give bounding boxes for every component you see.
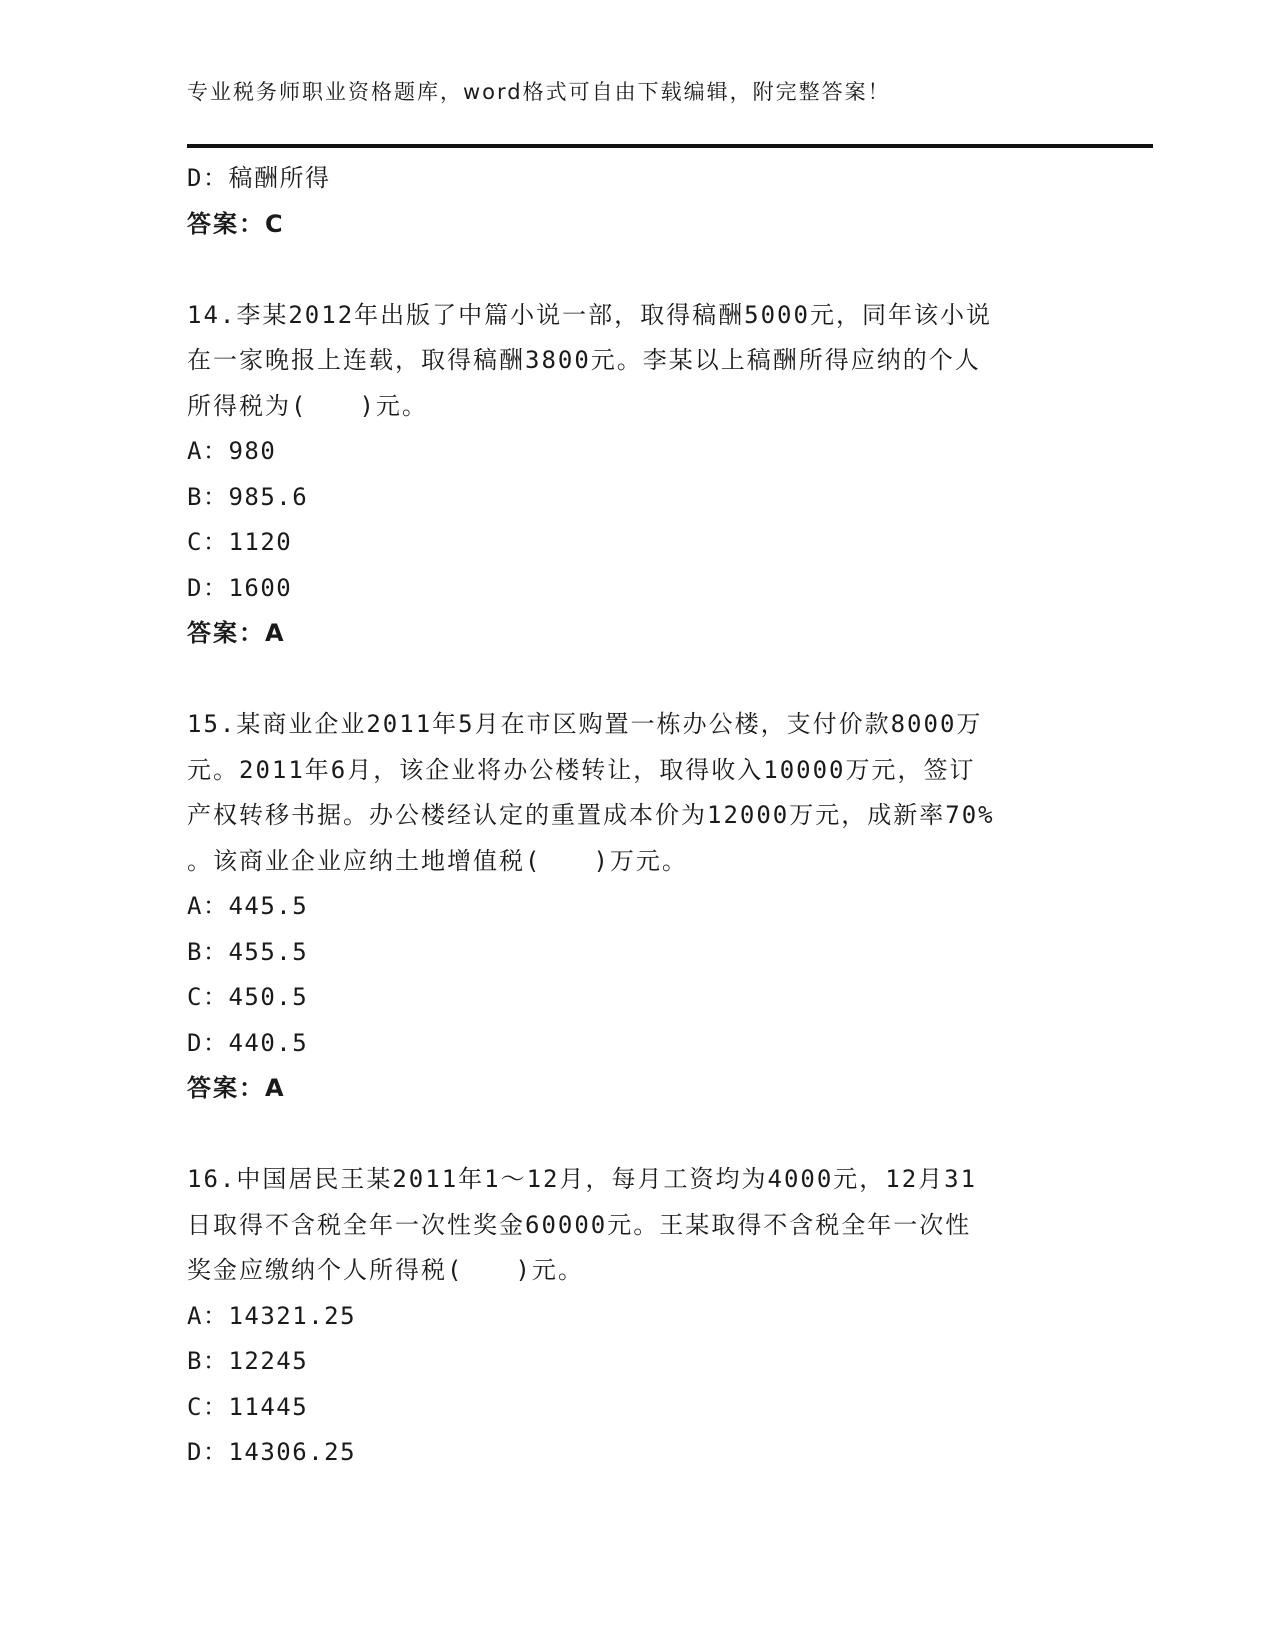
question-line: 元。2011年6月，该企业将办公楼转让，取得收入10000万元，签订 <box>187 755 976 784</box>
answer-line: 答案：A <box>187 619 286 647</box>
question-line: 产权转移书据。办公楼经认定的重置成本价为12000万元，成新率70% <box>187 801 995 829</box>
question-16 <box>187 1157 1087 1476</box>
question-text <box>187 702 1087 884</box>
question-line: 奖金应缴纳个人所得税( )元。 <box>187 1256 584 1284</box>
question-15 <box>187 702 1087 1112</box>
option-b: B：985.6 <box>187 482 309 511</box>
header-divider <box>187 144 1153 148</box>
question-line: 在一家晚报上连载，取得稿酬3800元。李某以上稿酬所得应纳的个人 <box>187 346 981 374</box>
answer-line: 答案：C <box>187 209 285 238</box>
option-d: D：稿酬所得 <box>187 164 331 192</box>
question-14 <box>187 293 1087 657</box>
option-a: A：14321.25 <box>187 1301 357 1330</box>
option-b: B：12245 <box>187 1347 309 1375</box>
option-c: C：450.5 <box>187 983 309 1011</box>
question-text <box>187 1157 1087 1294</box>
question-line: 。该商业企业应纳土地增值税( )万元。 <box>187 846 688 875</box>
page-header: 专业税务师职业资格题库，word格式可自由下载编辑，附完整答案！ <box>187 80 891 104</box>
question-line: 15.某商业企业2011年5月在市区购置一栋办公楼，支付价款8000万 <box>187 710 983 738</box>
option-b: B：455.5 <box>187 937 309 966</box>
question-line: 所得税为( )元。 <box>187 391 428 420</box>
option-d: D：1600 <box>187 573 293 602</box>
question-line: 日取得不含税全年一次性奖金60000元。王某取得不含税全年一次性 <box>187 1210 972 1239</box>
option-a: A：445.5 <box>187 892 309 920</box>
answer-line: 答案：A <box>187 1074 286 1102</box>
question-line: 14.李某2012年出版了中篇小说一部，取得稿酬5000元，同年该小说 <box>187 300 992 329</box>
question-text <box>187 293 1087 430</box>
option-a: A：980 <box>187 437 277 465</box>
question-line: 16.中国居民王某2011年1～12月，每月工资均为4000元，12月31 <box>187 1165 978 1193</box>
document-body <box>187 156 1087 1476</box>
option-c: C：11445 <box>187 1392 309 1421</box>
option-d: D：440.5 <box>187 1028 309 1057</box>
option-d: D：14306.25 <box>187 1438 357 1466</box>
option-c: C：1120 <box>187 528 293 556</box>
